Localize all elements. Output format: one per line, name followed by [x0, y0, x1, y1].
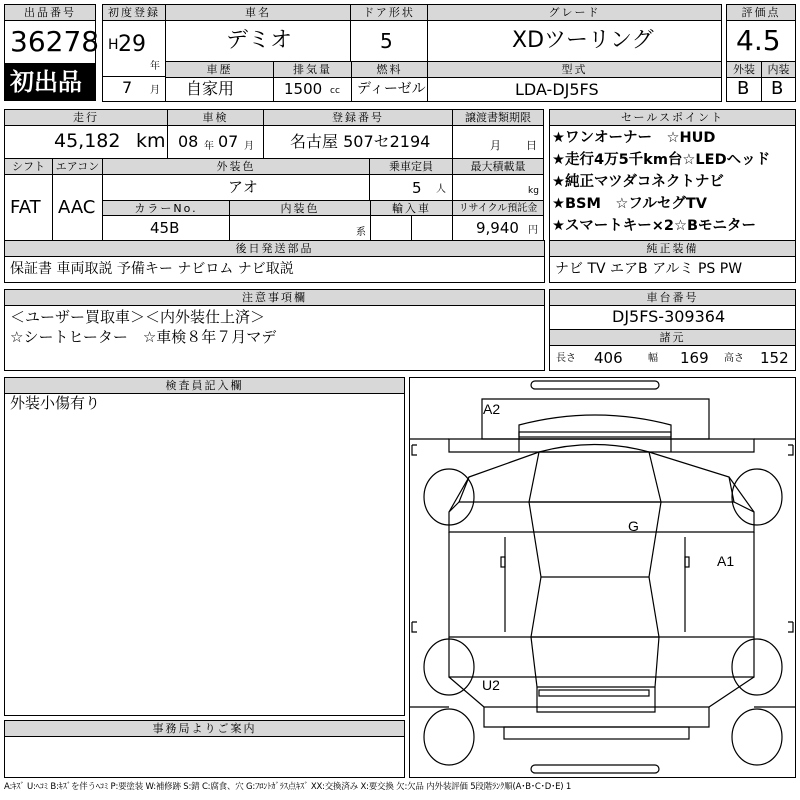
- sales-point-3: ★純正マツダコネクトナビ: [552, 174, 724, 190]
- history-label: 車歴: [165, 61, 274, 78]
- grade-value: XDツーリング: [512, 28, 654, 53]
- later-parts-label: 後日発送部品: [4, 240, 545, 257]
- aircon-value: AAC: [58, 197, 96, 218]
- first-listing-badge: 初出品: [10, 68, 82, 96]
- first-reg-year: 29: [118, 32, 146, 57]
- car-diagram: [409, 377, 796, 778]
- ext-color-value: アオ: [228, 178, 258, 196]
- sales-point-5: ★スマートキー×2☆Bモニター: [552, 218, 756, 234]
- color-no-label: カラーNo.: [102, 200, 230, 216]
- transfer-day-unit: 日: [526, 139, 537, 152]
- first-reg-year-unit: 年: [150, 61, 160, 72]
- import-label: 輸入車: [370, 200, 453, 216]
- capacity-value: 5: [412, 179, 422, 197]
- score-label: 評価点: [726, 4, 796, 21]
- model-code-label: 型式: [427, 61, 722, 78]
- notes-line-2: ☆シートヒーター ☆車検８年７月マデ: [10, 328, 277, 346]
- sales-point-4: ★BSM ☆フルセグTV: [552, 196, 707, 212]
- transfer-month-unit: 月: [490, 139, 501, 152]
- inspection-month-unit: 月: [244, 141, 254, 152]
- capacity-unit: 人: [436, 184, 446, 195]
- ext-score-label: 外装: [726, 61, 762, 78]
- capacity-label: 乗車定員: [369, 158, 453, 175]
- notes-line-1: ＜ユーザー買取車＞＜内外装仕上済＞: [10, 308, 266, 326]
- legend-text: A:ｷｽﾞ U:ﾍｺﾐ B:ｷｽﾞを伴うﾍｺﾐ P:要塗装 W:補修跡 S:錆 C:腐食、穴 G:ﾌﾛﾝﾄｶﾞﾗｽ点ｷｽﾞ XX:交換済み X:要交換 欠:欠品 内外装評価 5段階ﾗﾝｸ順(A･B･C･D･E) 1: [4, 782, 572, 792]
- aircon-label: エアコン: [52, 158, 103, 175]
- displacement-unit: cc: [330, 86, 340, 96]
- genuine-equipment-label: 純正装備: [549, 240, 796, 257]
- color-no-value: 45B: [150, 219, 180, 237]
- damage-mark-a2: A2: [483, 401, 501, 417]
- max-load-unit: kg: [528, 186, 539, 196]
- first-reg-month-unit: 月: [150, 85, 160, 96]
- height-label: 高さ: [724, 353, 744, 364]
- specs-label: 諸元: [549, 329, 796, 346]
- height-value: 152: [760, 349, 789, 367]
- inspection-label: 車検: [167, 109, 264, 126]
- recycle-label: リサイクル預託金: [452, 200, 544, 216]
- first-reg-era: H: [108, 37, 119, 53]
- inspector-box: [4, 393, 405, 716]
- lot-number: 36278: [10, 25, 100, 58]
- max-load-label: 最大積載量: [452, 158, 544, 175]
- int-color-unit: 系: [356, 227, 366, 238]
- ext-score: B: [737, 78, 750, 99]
- sales-points-label: セールスポイント: [549, 109, 796, 126]
- genuine-equipment-value: ナビ TV エアB アルミ PS PW: [555, 261, 743, 277]
- office-label: 事務局よりご案内: [4, 720, 405, 737]
- shift-label: シフト: [4, 158, 53, 175]
- model-code: LDA-DJ5FS: [515, 80, 599, 99]
- transfer-date-label: 譲渡書類期限: [452, 109, 544, 126]
- registration-label: 登録番号: [263, 109, 453, 126]
- int-color-label: 内装色: [229, 200, 371, 216]
- recycle-unit: 円: [528, 225, 538, 236]
- mileage-unit: km: [136, 130, 166, 152]
- shift-value: FAT: [10, 197, 41, 218]
- width-value: 169: [680, 349, 709, 367]
- history-value: 自家用: [186, 79, 235, 98]
- mileage-value: 45,182: [54, 130, 121, 152]
- office-box: [4, 736, 405, 778]
- first-reg-label: 初度登録: [102, 4, 166, 21]
- later-parts-value: 保証書 車両取説 予備キー ナビロム ナビ取説: [10, 261, 294, 277]
- chassis-label: 車台番号: [549, 289, 796, 306]
- registration-value: 名古屋 507セ2194: [290, 132, 431, 151]
- door-value: 5: [380, 29, 393, 53]
- chassis-number: DJ5FS-309364: [612, 307, 726, 326]
- inspection-year-unit: 年: [204, 141, 214, 152]
- int-score-label: 内装: [761, 61, 796, 78]
- mileage-label: 走行: [4, 109, 168, 126]
- damage-mark-g: G: [628, 518, 639, 534]
- displacement-label: 排気量: [273, 61, 352, 78]
- fuel-value: ディーゼル: [357, 81, 426, 97]
- door-label: ドア形状: [350, 4, 428, 21]
- ext-color-label: 外装色: [102, 158, 370, 175]
- length-label: 長さ: [556, 353, 576, 364]
- recycle-value: 9,940: [476, 219, 519, 237]
- fuel-label: 燃料: [351, 61, 428, 78]
- inspector-label: 検査員記入欄: [4, 377, 405, 394]
- inspector-note: 外装小傷有り: [10, 394, 101, 412]
- notes-label: 注意事項欄: [4, 289, 545, 306]
- displacement-value: 1500: [284, 80, 323, 98]
- sales-point-1: ★ワンオーナー ☆HUD: [552, 130, 716, 146]
- grade-label: グレード: [427, 4, 722, 21]
- sales-point-2: ★走行4万5千km台☆LEDヘッド: [552, 152, 771, 168]
- car-name: デミオ: [226, 28, 293, 53]
- length-value: 406: [594, 349, 623, 367]
- inspection-month: 07: [218, 132, 239, 151]
- first-reg-month: 7: [122, 78, 133, 97]
- int-score: B: [771, 78, 784, 99]
- lot-number-label: 出品番号: [4, 4, 96, 21]
- width-label: 幅: [648, 353, 658, 364]
- car-name-label: 車名: [165, 4, 351, 21]
- score-value: 4.5: [736, 24, 781, 57]
- damage-mark-u2: U2: [482, 677, 500, 693]
- damage-mark-a1: A1: [717, 553, 735, 569]
- inspection-year: 08: [178, 132, 199, 151]
